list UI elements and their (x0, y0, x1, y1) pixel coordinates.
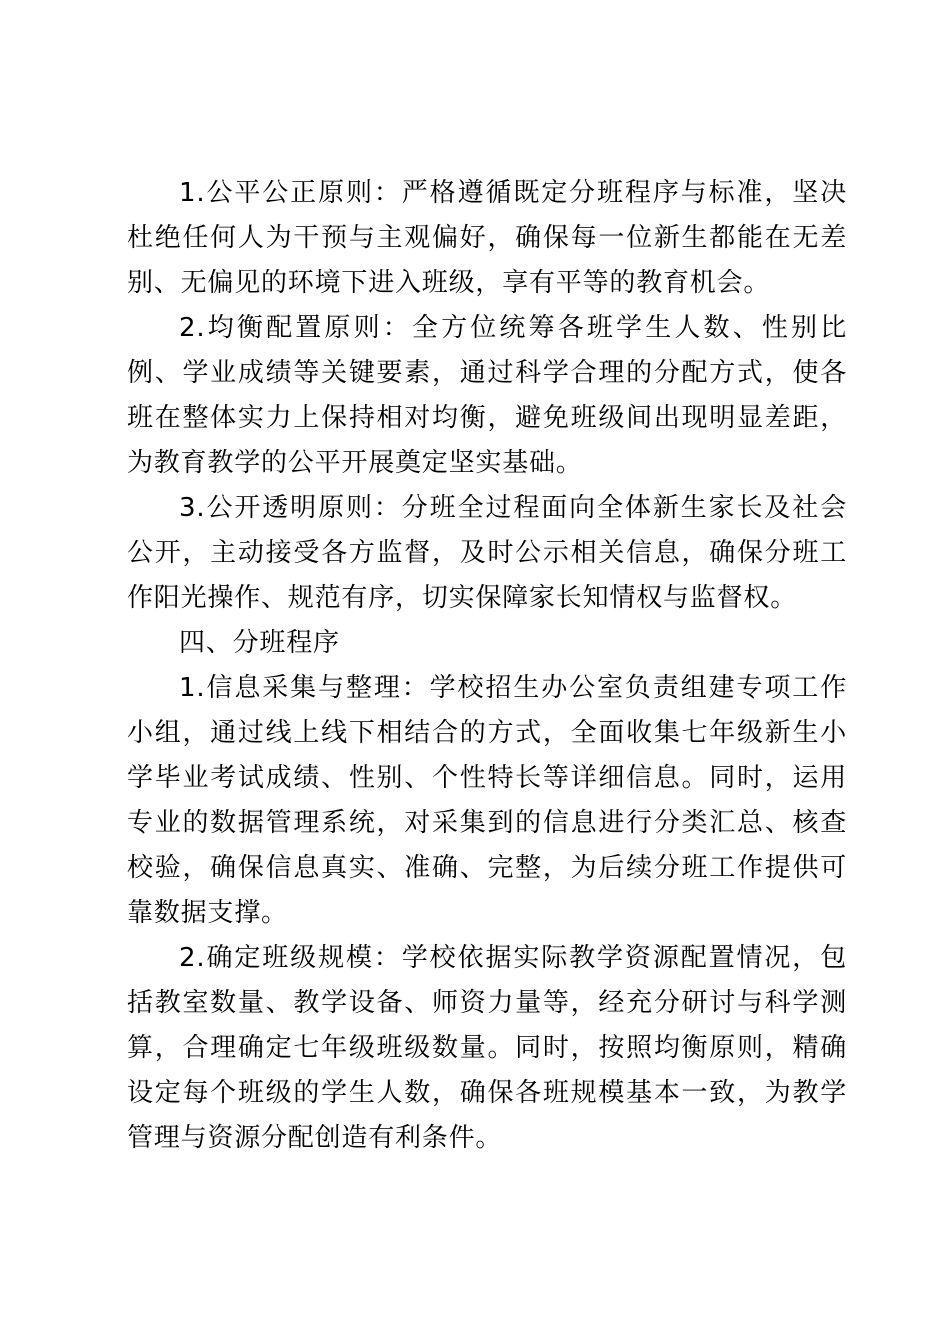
principle-fairness-paragraph: 1.公平公正原则：严格遵循既定分班程序与标准，坚决杜绝任何人为干预与主观偏好，确保每一位新生都能在无差别、无偏见的环境下进入班级，享有平等的教育机会。 (127, 178, 847, 298)
document-body (127, 171, 847, 1161)
procedure-info-collection-paragraph: 1.信息采集与整理：学校招生办公室负责组建专项工作小组，通过线上线下相结合的方式，全面收集七年级新生小学毕业考试成绩、性别、个性特长等详细信息。同时，运用专业的数据管理系统，对采集到的信息进行分类汇总、核查校验，确保信息真实、准确、完整，为后续分班工作提供可靠数据支撑。 (127, 673, 847, 928)
principle-balance-paragraph: 2.均衡配置原则：全方位统筹各班学生人数、性别比例、学业成绩等关键要素，通过科学合理的分配方式，使各班在整体实力上保持相对均衡，避免班级间出现明显差距，为教育教学的公平开展奠定坚实基础。 (127, 313, 847, 478)
section-heading: 四、分班程序 (179, 628, 340, 658)
procedure-class-size-paragraph: 2.确定班级规模：学校依据实际教学资源配置情况，包括教室数量、教学设备、师资力量等，经充分研讨与科学测算，合理确定七年级班级数量。同时，按照均衡原则，精确设定每个班级的学生人数，确保各班规模基本一致，为教学管理与资源分配创造有利条件。 (127, 943, 847, 1153)
principle-transparency-paragraph: 3.公开透明原则：分班全过程面向全体新生家长及社会公开，主动接受各方监督，及时公示相关信息，确保分班工作阳光操作、规范有序，切实保障家长知情权与监督权。 (127, 493, 847, 613)
